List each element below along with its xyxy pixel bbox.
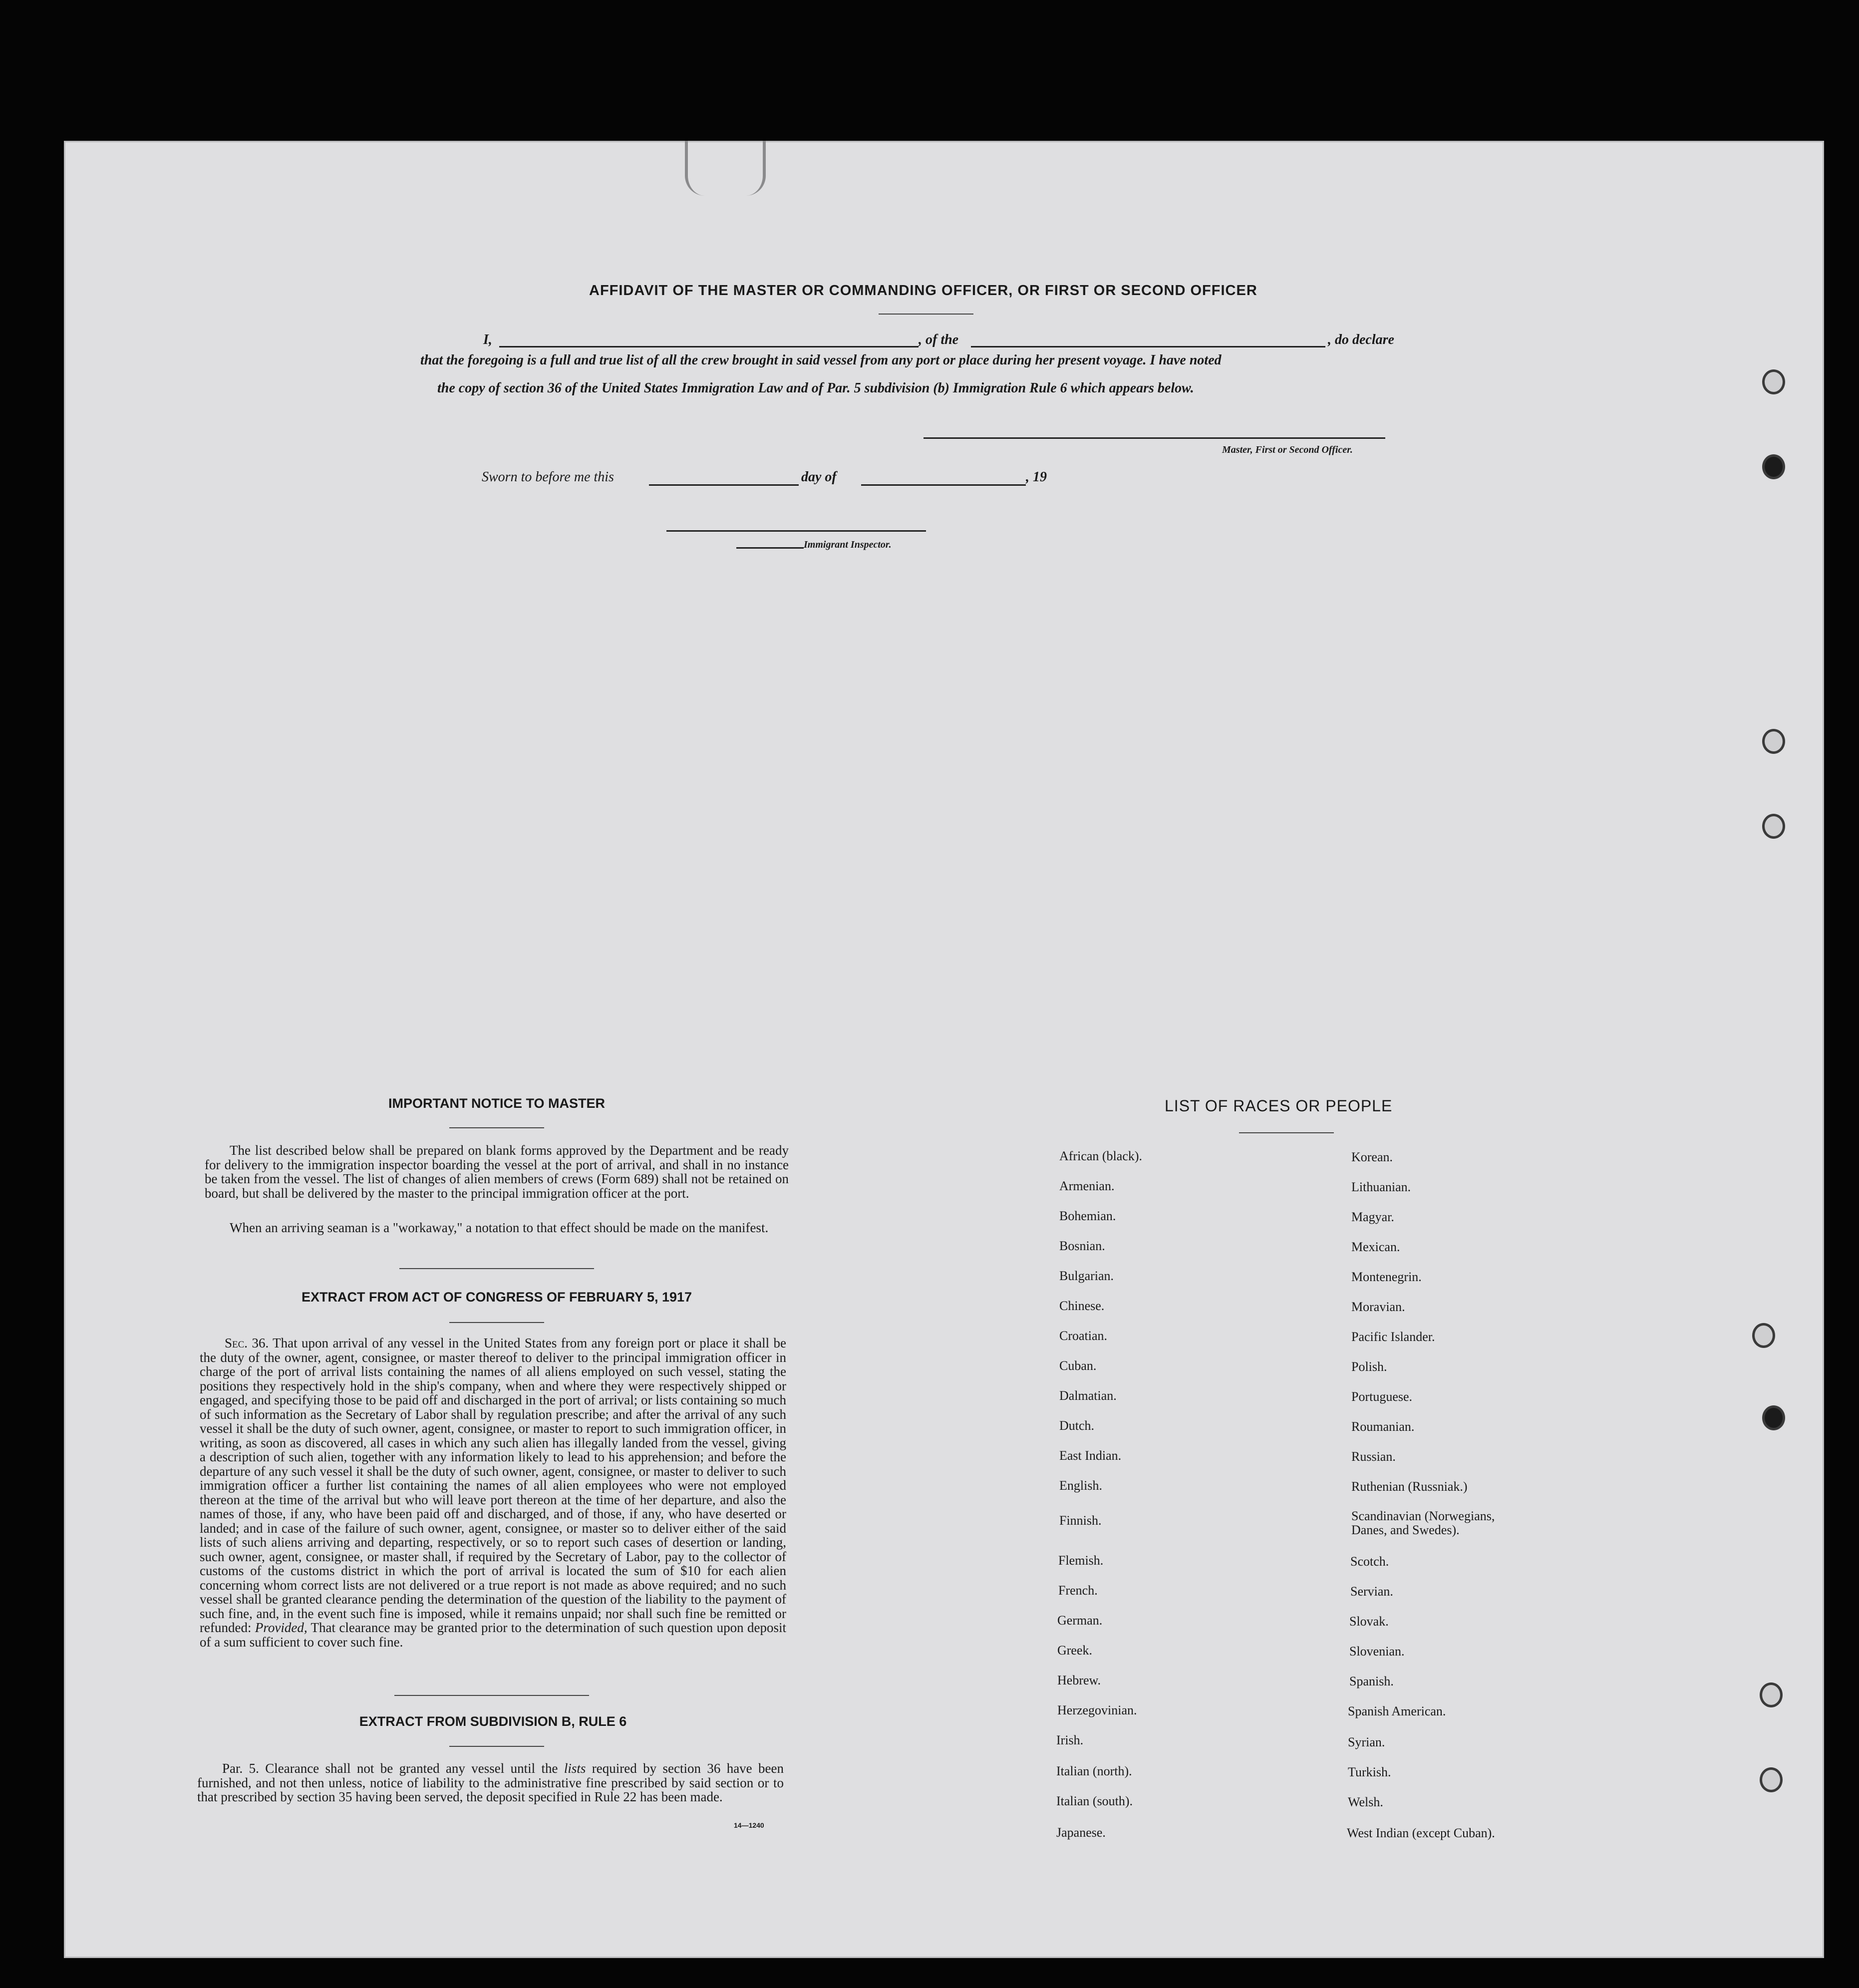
notice-paragraph-1-text: The list described below shall be prepared on blank forms approved by the Department and be ready for delivery to the immigration inspector boarding the vessel at the port of arrival, and shall in no instance be taken from the vessel. The list of changes of alien members of crews (Form 689) shall not be retained on board, but shall be delivered by the master to the principal immigration officer at the port. <box>205 1143 789 1201</box>
race-item: Ruthenian (Russniak.) <box>1351 1479 1468 1494</box>
section-36-label: Sec. 36. <box>225 1335 269 1350</box>
inspector-prefix-line <box>736 547 804 549</box>
race-item: Italian (north). <box>1056 1764 1132 1778</box>
punch-hole <box>1762 729 1785 754</box>
race-item: French. <box>1058 1583 1098 1598</box>
divider <box>399 1268 594 1269</box>
notice-title: IMPORTANT NOTICE TO MASTER <box>388 1096 605 1111</box>
race-item: Bohemian. <box>1059 1209 1116 1223</box>
race-item: Mexican. <box>1351 1240 1400 1254</box>
race-item: Flemish. <box>1058 1553 1104 1568</box>
race-item: Magyar. <box>1351 1210 1394 1224</box>
extract-1-title: EXTRACT FROM ACT OF CONGRESS OF FEBRUARY 5, 1917 <box>301 1290 692 1305</box>
race-item: African (black). <box>1059 1149 1143 1163</box>
inspector-signature-line <box>666 530 926 532</box>
race-item: Spanish American. <box>1348 1704 1446 1718</box>
race-item: Welsh. <box>1348 1795 1383 1809</box>
race-item: Dutch. <box>1059 1418 1095 1433</box>
race-item: Italian (south). <box>1056 1794 1133 1808</box>
document-page <box>64 141 1824 1958</box>
races-title: LIST OF RACES OR PEOPLE <box>1165 1097 1393 1115</box>
section-36-end: That clearance may be granted prior to the determination of such question upon deposit of a sum sufficient to cover such fine. <box>200 1620 787 1650</box>
form-number: 14—1240 <box>734 1821 764 1829</box>
race-item: Herzegovinian. <box>1057 1703 1137 1717</box>
par-5-lists: lists <box>564 1761 586 1776</box>
affidavit-of-the-label: , of the <box>919 332 959 347</box>
race-item: Armenian. <box>1059 1179 1115 1193</box>
master-signature-caption: Master, First or Second Officer. <box>1222 444 1353 455</box>
race-item: Bulgarian. <box>1059 1269 1114 1283</box>
sworn-month-line <box>861 484 1026 486</box>
sworn-year: , 19 <box>1026 469 1047 485</box>
divider <box>879 314 973 315</box>
affidavit-declare-label: , do declare <box>1328 332 1394 347</box>
race-item: Turkish. <box>1348 1765 1391 1779</box>
race-item: Bosnian. <box>1059 1239 1105 1253</box>
sworn-day-of: day of <box>801 469 837 485</box>
race-item: Syrian. <box>1348 1735 1385 1749</box>
notice-paragraph-1 <box>205 1143 789 1200</box>
race-item: Servian. <box>1350 1584 1393 1599</box>
race-item: Portuguese. <box>1351 1389 1413 1404</box>
divider <box>449 1746 544 1747</box>
divider <box>394 1695 589 1696</box>
punch-hole <box>1760 1767 1783 1792</box>
sworn-day-line <box>649 484 799 486</box>
race-item: Scandinavian (Norwegians, Danes, and Swedes). <box>1351 1509 1495 1537</box>
punch-hole <box>1762 369 1785 394</box>
punch-hole <box>1760 1682 1783 1707</box>
affidavit-line-2: that the foregoing is a full and true list of all the crew brought in said vessel from any port or place during her present voyage. I have noted <box>420 352 1222 368</box>
divider <box>1239 1132 1334 1133</box>
race-item: Polish. <box>1351 1359 1387 1374</box>
divider <box>449 1322 544 1323</box>
notice-paragraph-2 <box>205 1221 789 1235</box>
master-signature-line <box>924 437 1385 439</box>
race-item: Russian. <box>1351 1449 1396 1464</box>
race-item: West Indian (except Cuban). <box>1347 1826 1495 1840</box>
race-item: Cuban. <box>1059 1358 1097 1373</box>
page-notch <box>685 141 766 196</box>
race-item: Slovenian. <box>1349 1644 1405 1658</box>
affidavit-line-3: the copy of section 36 of the United States Immigration Law and of Par. 5 subdivision (b) Immigration Rule 6 which appears below. <box>437 380 1194 396</box>
section-36-provided: Provided, <box>255 1620 308 1635</box>
notice-paragraph-2-text: When an arriving seaman is a "workaway," a notation to that effect should be made on the manifest. <box>230 1220 769 1235</box>
section-36-paragraph <box>200 1336 786 1649</box>
race-item: Pacific Islander. <box>1351 1329 1435 1344</box>
race-item: Croatian. <box>1059 1328 1108 1343</box>
par-5-text-b: required by section 36 have been furnished, and not then unless, notice of liability to the administrative fine prescribed by said section or to that prescribed by section 35 having been served, the deposit specified in Rule 22 has been made. <box>197 1761 784 1804</box>
par-5-paragraph <box>197 1761 784 1804</box>
race-item: English. <box>1059 1478 1102 1493</box>
punch-hole <box>1752 1323 1775 1348</box>
vessel-blank-line <box>971 346 1325 347</box>
race-item: Slovak. <box>1349 1614 1389 1629</box>
race-item: Moravian. <box>1351 1300 1405 1314</box>
race-item: Spanish. <box>1349 1674 1394 1688</box>
affidavit-title: AFFIDAVIT OF THE MASTER OR COMMANDING OFFICER, OR FIRST OR SECOND OFFICER <box>589 283 1257 299</box>
race-item: Hebrew. <box>1057 1673 1101 1687</box>
race-item: Korean. <box>1351 1150 1393 1164</box>
punch-hole <box>1762 454 1785 479</box>
par-5-text-a: Par. 5. Clearance shall not be granted any vessel until the <box>222 1761 558 1776</box>
divider <box>449 1127 544 1128</box>
inspector-caption: Immigrant Inspector. <box>804 539 892 550</box>
race-item: Scotch. <box>1350 1554 1389 1569</box>
race-item: Finnish. <box>1059 1513 1102 1528</box>
race-item: Greek. <box>1057 1643 1093 1657</box>
race-item: German. <box>1057 1613 1103 1628</box>
race-item: Montenegrin. <box>1351 1270 1422 1284</box>
affidavit-i-label: I, <box>483 332 492 347</box>
race-item: East Indian. <box>1059 1448 1122 1463</box>
punch-hole <box>1762 814 1785 839</box>
sworn-prefix: Sworn to before me this <box>482 469 614 485</box>
race-item: Irish. <box>1056 1733 1084 1747</box>
punch-hole <box>1762 1405 1785 1430</box>
section-36-text: That upon arrival of any vessel in the United States from any foreign port or place it shall be the duty of the owner, agent, consignee, or master thereof to deliver to the principal immigration officer in charge of the port of arrival lists containing the names of all aliens employed on such vessel, stating the positions they respectively hold in the ship's company, when and where they were respectively shipped or engaged, and specifying those to be paid off and discharged in the port of arrival; or lists containing so much of such information as the Secretary of Labor shall by regulation prescribe; and after the arrival of any such vessel it shall be the duty of such owner, agent, consignee, or master to report to such immigration officer, in writing, as soon as discovered, all cases in which any such alien has illegally landed from the vessel, giving a description of such alien, together with any information likely to lead to his apprehension; and before the departure of any such vessel it shall be the duty of such owner, agent, consignee, or master to deliver to such immigration officer a further list containing the names of all alien employees who were not employed thereon at the time of the arrival but who will leave port thereon at the time of her departure, and also the names of those, if any, who have been paid off and discharged, and of those, if any, who have deserted or landed; and in case of the failure of such owner, agent, consignee, or master so to deliver either of the said lists of such aliens arriving and departing, respectively, or so to report such cases of desertion or landing, such owner, agent, consignee, or master shall, if required by the Secretary of Labor, pay to the collector of customs of the customs district in which the port of arrival is located the sum of $10 for each alien concerning whom correct lists are not delivered or a true report is not made as above required; and no such vessel shall be granted clearance pending the determination of the question of the liability to the payment of such fine, and, in the event such fine is imposed, while it remains unpaid; nor shall such fine be remitted or refunded: <box>200 1335 786 1635</box>
race-item: Dalmatian. <box>1059 1388 1117 1403</box>
name-blank-line <box>499 346 919 347</box>
race-item: Chinese. <box>1059 1299 1105 1313</box>
race-item: Japanese. <box>1056 1825 1106 1840</box>
extract-2-title: EXTRACT FROM SUBDIVISION B, RULE 6 <box>359 1714 627 1729</box>
race-item: Lithuanian. <box>1351 1180 1411 1194</box>
race-item: Roumanian. <box>1351 1419 1415 1434</box>
